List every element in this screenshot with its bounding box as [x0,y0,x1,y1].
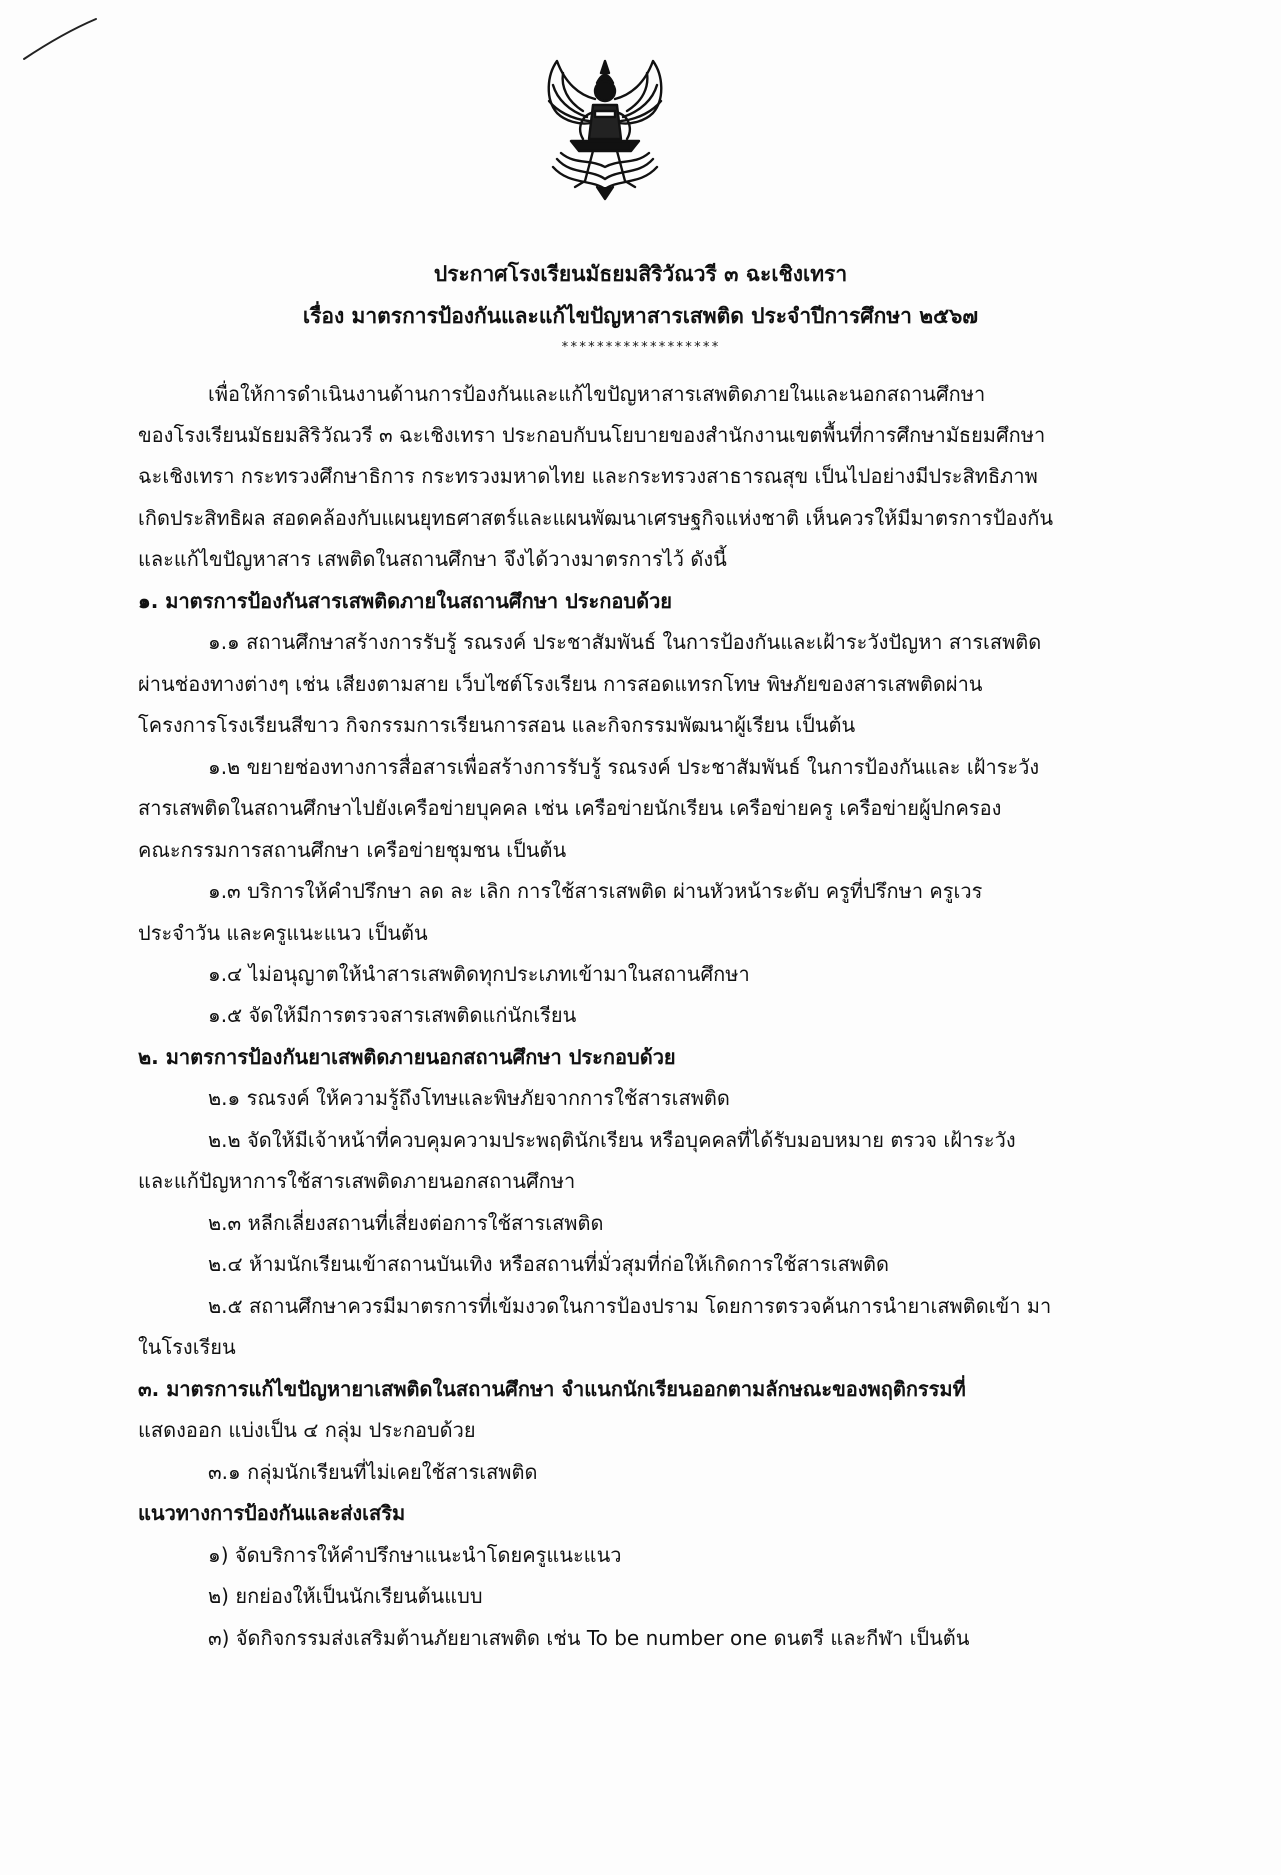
list-item: ๒.๓ หลีกเลี่ยงสถานที่เสี่ยงต่อการใช้สารเสพติด [208,1211,604,1235]
paragraph-line: และแก้ไขปัญหาสาร เสพติดในสถานศึกษา จึงได้วางมาตรการไว้ ดังนี้ [138,547,727,571]
list-item: ๓.๑ กลุ่มนักเรียนที่ไม่เคยใช้สารเสพติด [208,1460,538,1484]
numbered-item: ๑) จัดบริการให้คำปรึกษาแนะนำโดยครูแนะแนว [208,1543,622,1567]
section-heading-continuation: แสดงออก แบ่งเป็น ๔ กลุ่ม ประกอบด้วย [138,1418,476,1442]
paragraph-line: ฉะเชิงเทรา กระทรวงศึกษาธิการ กระทรวงมหาดไทย และกระทรวงสาธารณสุข เป็นไปอย่างมีประสิทธิภาพ [138,464,1038,488]
list-item: ๑.๔ ไม่อนุญาตให้นำสารเสพติดทุกประเภทเข้ามาในสถานศึกษา [208,962,750,986]
list-item-continuation: ในโรงเรียน [138,1335,236,1359]
document-title: ประกาศโรงเรียนมัธยมสิริวัณวรี ๓ ฉะเชิงเทรา [433,262,848,286]
list-item: ๒.๒ จัดให้มีเจ้าหน้าที่ควบคุมความประพฤตินักเรียน หรือบุคคลที่ได้รับมอบหมาย ตรวจ เฝ้าระวัง [208,1128,1016,1152]
list-item: ๒.๑ รณรงค์ ให้ความรู้ถึงโทษและพิษภัยจากการใช้สารเสพติด [208,1086,730,1110]
list-item-continuation: โครงการโรงเรียนสีขาว กิจกรรมการเรียนการสอน และกิจกรรมพัฒนาผู้เรียน เป็นต้น [138,713,856,737]
list-item-continuation: คณะกรรมการสถานศึกษา เครือข่ายชุมชน เป็นต้น [138,838,567,862]
list-item-continuation: ประจำวัน และครูแนะแนว เป็นต้น [138,921,428,945]
list-item: ๒.๕ สถานศึกษาควรมีมาตรการที่เข้มงวดในการป้องปราม โดยการตรวจค้นการนำยาเสพติดเข้า มา [208,1294,1052,1318]
list-item: ๑.๑ สถานศึกษาสร้างการรับรู้ รณรงค์ ประชาสัมพันธ์ ในการป้องกันและเฝ้าระวังปัญหา สารเสพติด [208,630,1042,654]
section-heading: ๑. มาตรการป้องกันสารเสพติดภายในสถานศึกษา ประกอบด้วย [138,589,673,613]
subsection-heading: แนวทางการป้องกันและส่งเสริม [138,1501,406,1525]
paragraph-line: เพื่อให้การดำเนินงานด้านการป้องกันและแก้ไขปัญหาสารเสพติดภายในและนอกสถานศึกษา [208,382,986,406]
numbered-item: ๒) ยกย่องให้เป็นนักเรียนต้นแบบ [208,1584,483,1608]
list-item: ๑.๓ บริการให้คำปรึกษา ลด ละ เลิก การใช้สารเสพติด ผ่านหัวหน้าระดับ ครูที่ปรึกษา ครูเวร [208,879,983,903]
list-item: ๑.๒ ขยายช่องทางการสื่อสารเพื่อสร้างการรับรู้ รณรงค์ ประชาสัมพันธ์ ในการป้องกันและ เฝ้าระวัง [208,755,1040,779]
numbered-item: ๓) จัดกิจกรรมส่งเสริมต้านภัยยาเสพติด เช่น To be number one ดนตรี และกีฬา เป็นต้น [208,1626,970,1650]
list-item-continuation: สารเสพติดในสถานศึกษาไปยังเครือข่ายบุคคล เช่น เครือข่ายนักเรียน เครือข่ายครู เครือข่ายผู้ปกครอง [138,796,1002,820]
list-item: ๑.๕ จัดให้มีการตรวจสารเสพติดแก่นักเรียน [208,1003,577,1027]
list-item: ๒.๔ ห้ามนักเรียนเข้าสถานบันเทิง หรือสถานที่มั่วสุมที่ก่อให้เกิดการใช้สารเสพติด [208,1252,889,1276]
pen-stroke-mark [20,15,100,65]
garuda-emblem-icon [535,55,675,205]
paragraph-line: เกิดประสิทธิผล สอดคล้องกับแผนยุทธศาสตร์และแผนพัฒนาเศรษฐกิจแห่งชาติ เห็นควรให้มีมาตรการป้องกัน [138,506,1054,530]
document-subject: เรื่อง มาตรการป้องกันและแก้ไขปัญหาสารเสพติด ประจำปีการศึกษา ๒๕๖๗ [302,304,979,328]
title-separator: ****************** [561,340,720,355]
list-item-continuation: ผ่านช่องทางต่างๆ เช่น เสียงตามสาย เว็บไซต์โรงเรียน การสอดแทรกโทษ พิษภัยของสารเสพติดผ่าน [138,672,983,696]
section-heading: ๓. มาตรการแก้ไขปัญหายาเสพติดในสถานศึกษา จำแนกนักเรียนออกตามลักษณะของพฤติกรรมที่ [138,1377,966,1401]
paragraph-line: ของโรงเรียนมัธยมสิริวัณวรี ๓ ฉะเชิงเทรา ประกอบกับนโยบายของสำนักงานเขตพื้นที่การศึกษามัธยมศึกษา [138,423,1046,447]
list-item-continuation: และแก้ปัญหาการใช้สารเสพติดภายนอกสถานศึกษา [138,1169,576,1193]
section-heading: ๒. มาตรการป้องกันยาเสพติดภายนอกสถานศึกษา ประกอบด้วย [138,1045,676,1069]
